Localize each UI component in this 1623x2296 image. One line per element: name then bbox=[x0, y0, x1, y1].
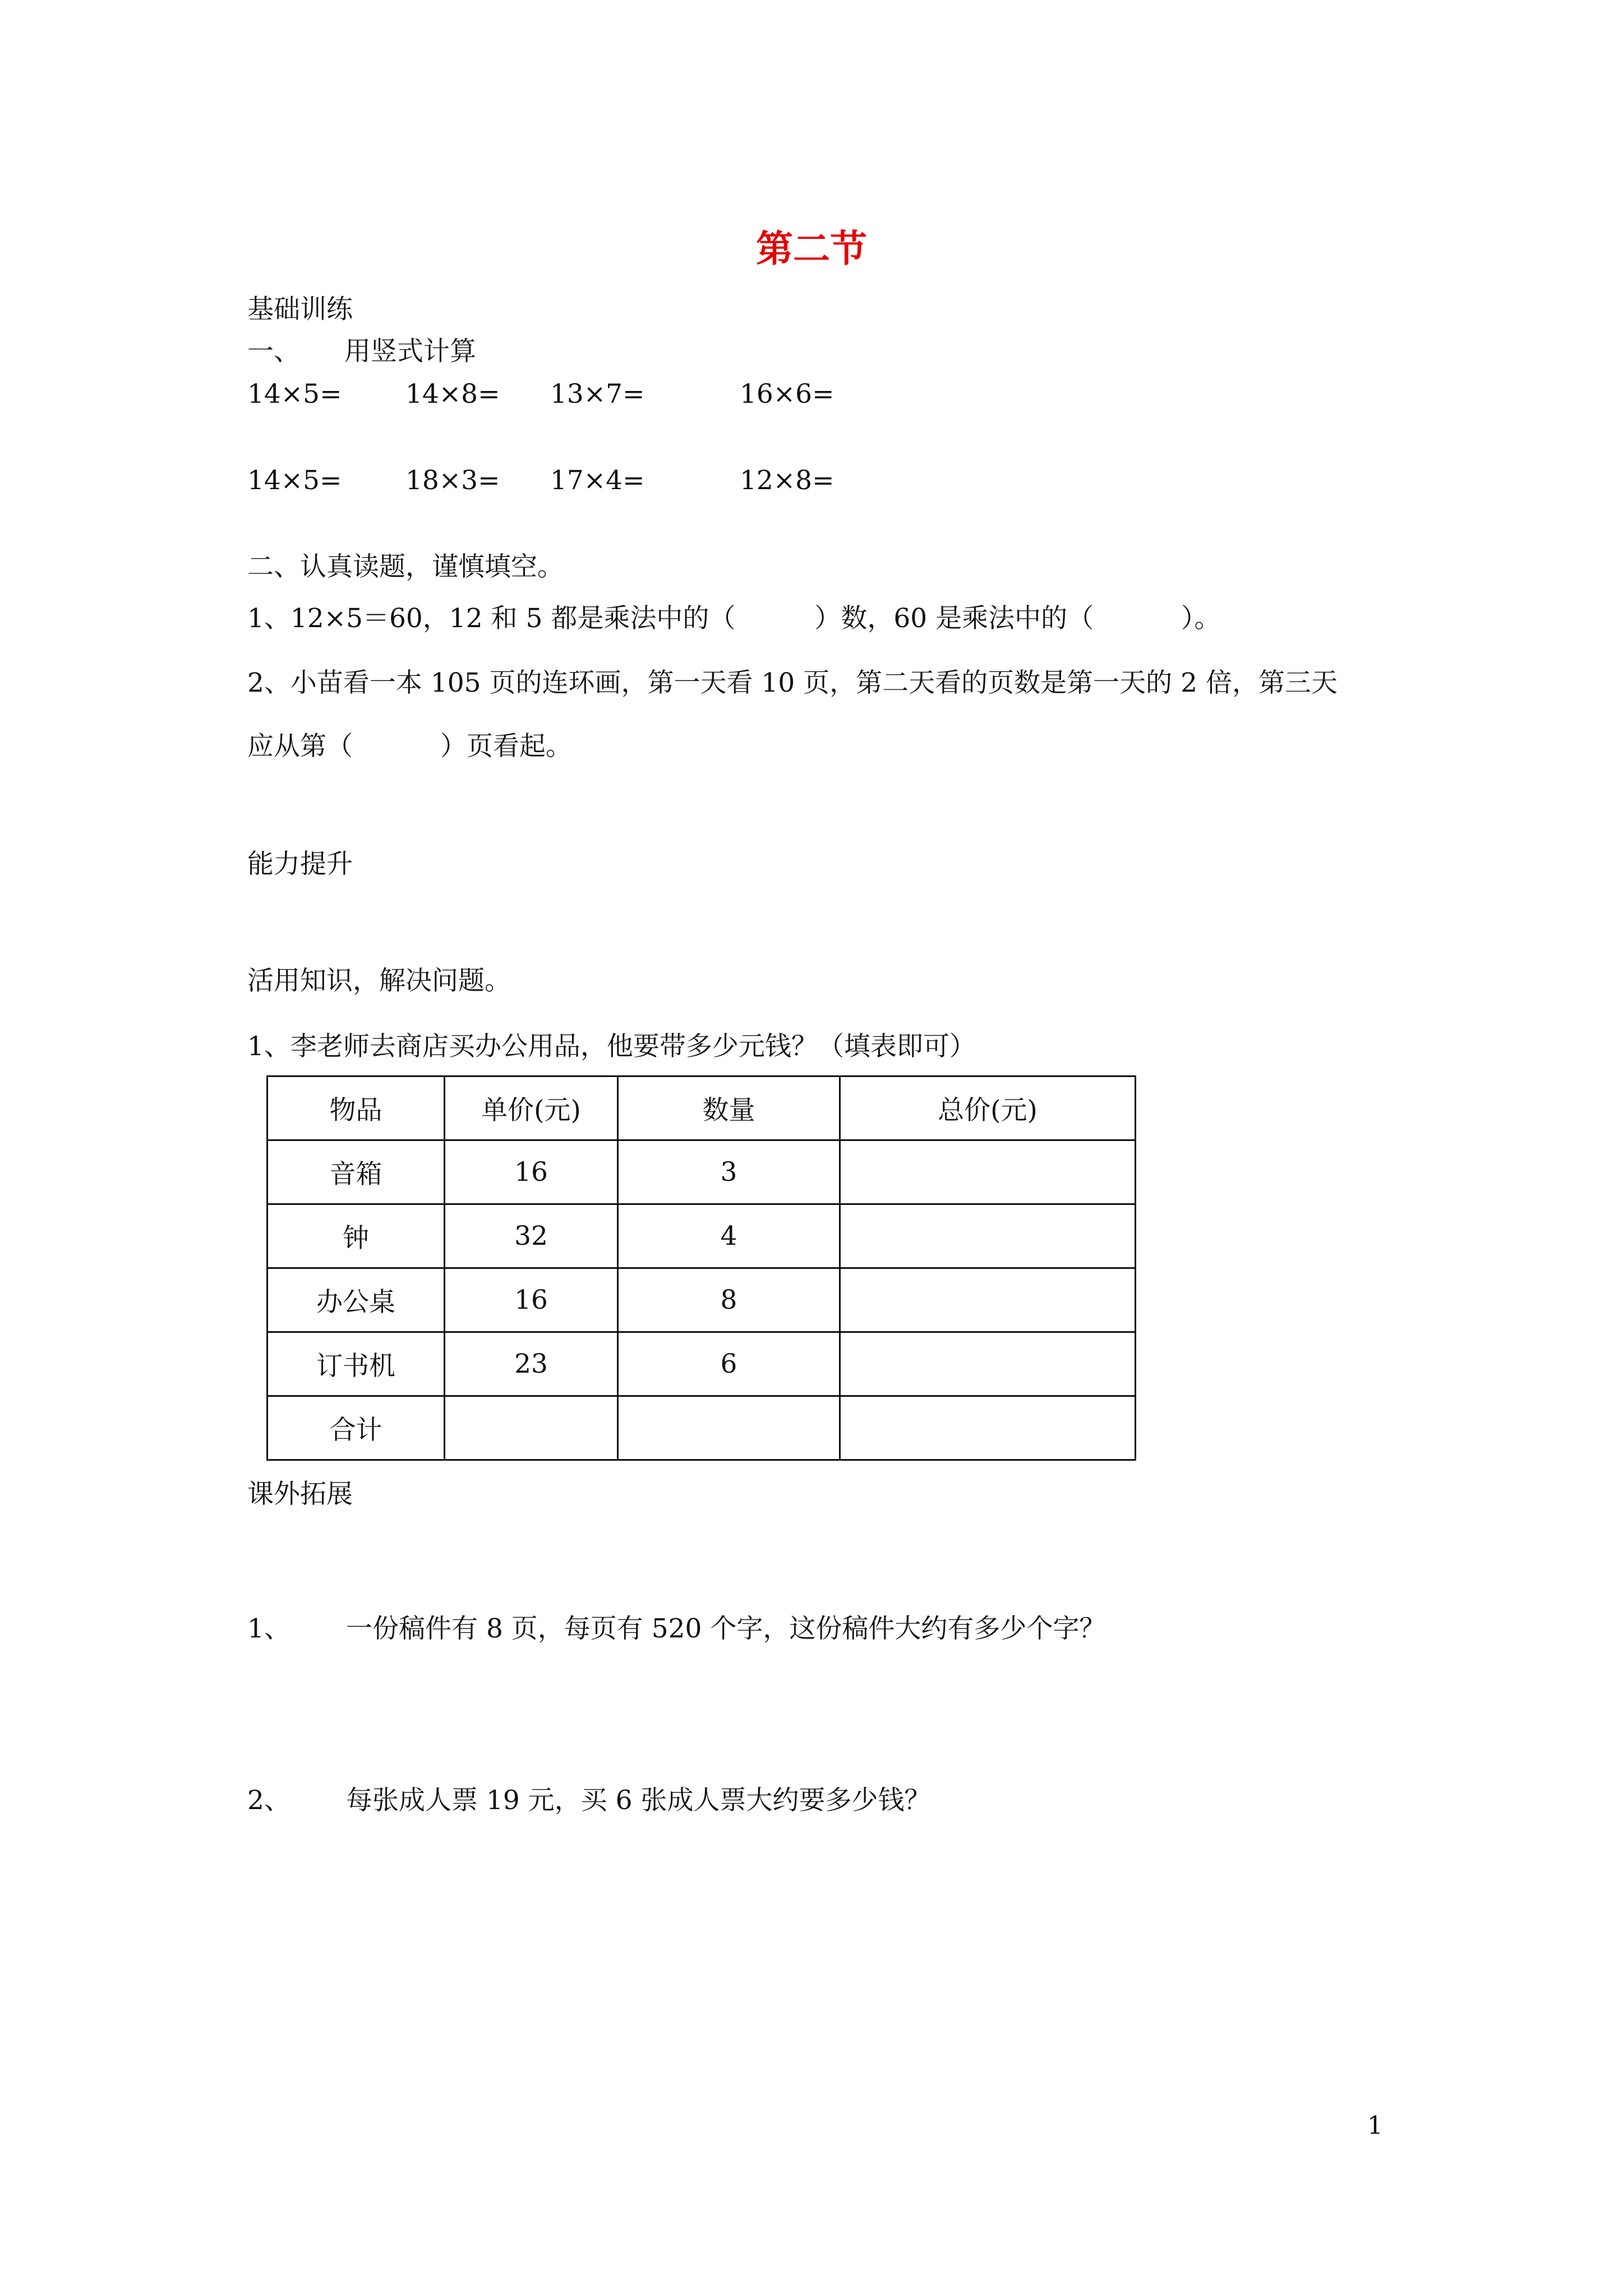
extension-item-1-label: 1、 bbox=[247, 1613, 291, 1644]
calc-expression: 14×5= bbox=[247, 465, 342, 496]
word-problem-1: 1、李老师去商店买办公用品，他要带多少元钱？（填表即可） bbox=[247, 1031, 976, 1062]
table-header-cell: 物品 bbox=[268, 1076, 445, 1140]
page-number: 1 bbox=[1367, 2111, 1383, 2140]
table-cell: 3 bbox=[618, 1140, 840, 1204]
calc-expression: 12×8= bbox=[740, 465, 834, 496]
table-cell bbox=[840, 1396, 1136, 1460]
section-heading-extension: 课外拓展 bbox=[247, 1479, 353, 1510]
question-1-label: 一、 bbox=[247, 336, 300, 367]
table-cell bbox=[840, 1332, 1136, 1396]
calc-expression: 14×5= bbox=[247, 379, 342, 409]
table-cell: 23 bbox=[445, 1332, 618, 1396]
question-1-text: 用竖式计算 bbox=[344, 336, 476, 367]
table-row bbox=[268, 1268, 1136, 1332]
extension-item-1-text: 一份稿件有 8 页，每页有 520 个字，这份稿件大约有多少个字？ bbox=[346, 1613, 1106, 1644]
table-cell: 合计 bbox=[268, 1396, 445, 1460]
fill-in-item-2-line-2: 应从第（ ）页看起。 bbox=[247, 731, 572, 762]
table-cell: 16 bbox=[445, 1268, 618, 1332]
calc-expression: 16×6= bbox=[740, 379, 834, 409]
calc-expression: 13×7= bbox=[550, 379, 645, 409]
table-cell: 钟 bbox=[268, 1204, 445, 1268]
table-row bbox=[268, 1204, 1136, 1268]
extension-item-2-text: 每张成人票 19 元，买 6 张成人票大约要多少钱？ bbox=[346, 1785, 931, 1816]
table-cell: 16 bbox=[445, 1140, 618, 1204]
calc-expression: 14×8= bbox=[405, 379, 500, 409]
purchase-table bbox=[266, 1075, 1136, 1461]
calc-expression: 18×3= bbox=[405, 465, 500, 496]
table-cell: 4 bbox=[618, 1204, 840, 1268]
table-cell bbox=[840, 1140, 1136, 1204]
table-header-cell: 数量 bbox=[618, 1076, 840, 1140]
table-header-cell: 总价(元) bbox=[840, 1076, 1136, 1140]
table-cell: 8 bbox=[618, 1268, 840, 1332]
table-cell: 订书机 bbox=[268, 1332, 445, 1396]
table-cell bbox=[840, 1204, 1136, 1268]
question-2-heading: 二、认真读题，谨慎填空。 bbox=[247, 551, 564, 582]
calc-expression: 17×4= bbox=[550, 465, 645, 496]
table-header-row bbox=[268, 1076, 1136, 1140]
page-title: 第二节 bbox=[756, 227, 867, 270]
table-total-row bbox=[268, 1396, 1136, 1460]
table-cell: 6 bbox=[618, 1332, 840, 1396]
table-row bbox=[268, 1140, 1136, 1204]
table-cell bbox=[840, 1268, 1136, 1332]
extension-item-2-label: 2、 bbox=[247, 1785, 291, 1816]
fill-in-item-1: 1、12×5＝60，12 和 5 都是乘法中的（ ）数，60 是乘法中的（ ）。 bbox=[247, 603, 1221, 634]
fill-in-item-2-line-1: 2、小苗看一本 105 页的连环画，第一天看 10 页，第二天看的页数是第一天的 2 倍，第三天 bbox=[247, 668, 1338, 698]
section-heading-ability: 能力提升 bbox=[247, 849, 353, 880]
section-subheading: 活用知识，解决问题。 bbox=[247, 965, 511, 996]
table-row bbox=[268, 1332, 1136, 1396]
table-cell bbox=[618, 1396, 840, 1460]
table-cell: 32 bbox=[445, 1204, 618, 1268]
table-cell: 办公桌 bbox=[268, 1268, 445, 1332]
table-header-cell: 单价(元) bbox=[445, 1076, 618, 1140]
table-cell bbox=[445, 1396, 618, 1460]
table-cell: 音箱 bbox=[268, 1140, 445, 1204]
section-heading-basic-training: 基础训练 bbox=[247, 294, 353, 325]
